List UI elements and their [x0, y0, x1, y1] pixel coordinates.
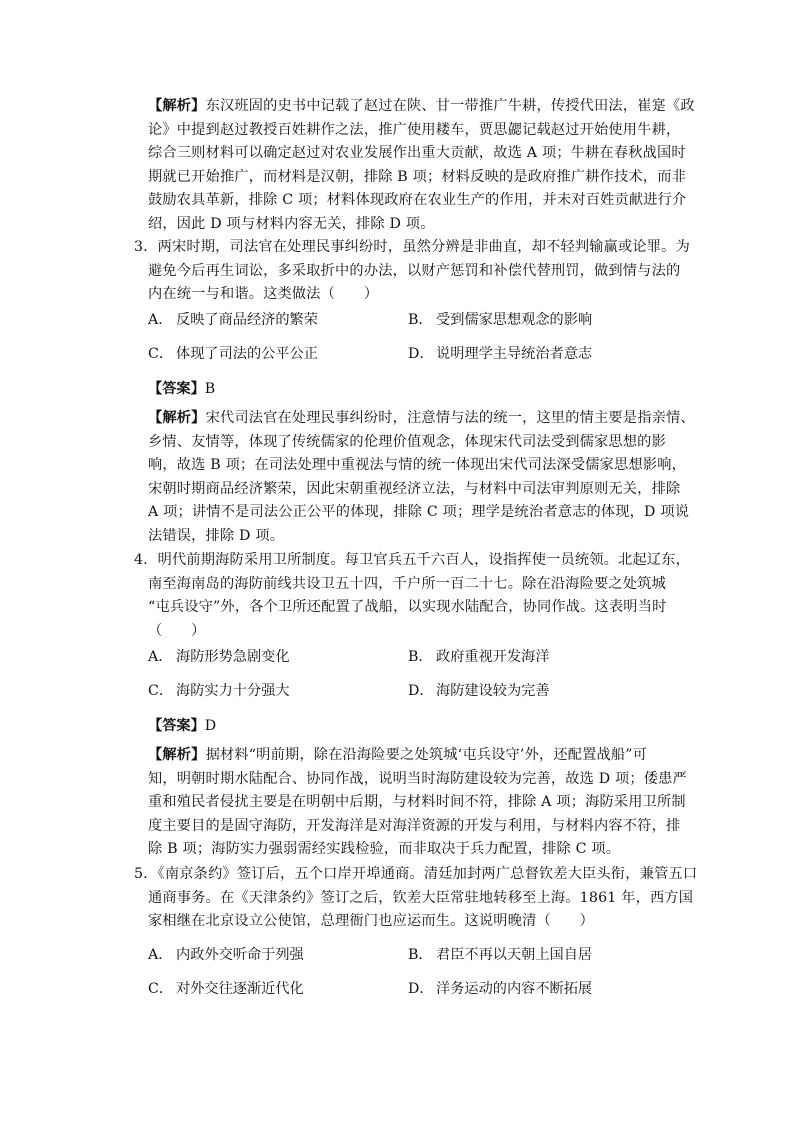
option-letter: A．: [148, 312, 173, 328]
option-text: 说明理学主导统治者意志: [436, 346, 593, 362]
analysis-line: 东汉班固的史书中记载了赵过在陕、甘一带推广牛耕，传授代田法，崔寔《政: [205, 98, 695, 114]
analysis-line: 鼓励农具革新，排除 C 项；材料体现政府在农业生产的作用，并未对百姓贡献进行介: [148, 192, 687, 208]
analysis-line: 响，故选 B 项；在司法处理中重视法与情的统一体现出宋代司法深受儒家思想影响，: [148, 457, 686, 473]
analysis-line: 度主要目的是固守海防，开发海洋是对海洋资源的开发与利用，与材料内容不符，排: [148, 817, 681, 834]
analysis-line: 乡情、友情等，体现了传统儒家的伦理价值观念，体现宋代司法受到儒家思想的影: [148, 433, 666, 450]
question-4-stem: [134, 549, 690, 643]
option-letter: D．: [408, 981, 434, 997]
q4-option-c[interactable]: [148, 681, 290, 701]
option-text: 洋务运动的内容不断拓展: [436, 981, 593, 997]
option-text: 君臣不再以天朝上国自居: [436, 947, 593, 963]
option-text: 政府重视开发海洋: [436, 649, 550, 665]
analysis-line: 重和殖民者侵扰主要是在明朝中后期，与材料时间不符，排除 A 项；海防采用卫所制: [148, 794, 686, 810]
analysis-line: 法错误，排除 D 项。: [148, 527, 285, 544]
answer-value: D: [204, 718, 217, 734]
option-text: 体现了司法的公平公正: [176, 346, 318, 362]
question-5-stem: [134, 863, 697, 934]
question-stem-line: 避免今后再生词讼，多采取折中的办法，以财产惩罚和补偿代替刑罚，做到情与法的: [148, 262, 681, 279]
option-text: 海防形势急剧变化: [176, 649, 290, 665]
question-stem-line: 内在统一与和谐。这类做法（ ）: [148, 286, 379, 302]
question-stem-line: 4．明代前期海防采用卫所制度。每卫官兵五千六百人，设指挥使一员统领。北起辽东，: [134, 552, 690, 568]
q5-option-b[interactable]: [408, 945, 592, 965]
analysis-line: 知，明朝时期水陆配合、协同作战，说明当时海防建设较为完善，故选 D 项；倭患严: [148, 770, 687, 787]
analysis-block-1: [148, 95, 695, 236]
question-stem-line: 家相继在北京设立公使馆，总理衙门也应运而生。这说明晚清（ ）: [148, 913, 595, 929]
q3-answer: [148, 379, 215, 399]
option-letter: B．: [408, 947, 433, 963]
option-text: 海防实力十分强大: [176, 683, 290, 699]
q5-option-d[interactable]: [408, 979, 592, 999]
analysis-line: 除 B 项；海防实力强弱需经实践检验，而非取决于兵力配置，排除 C 项。: [148, 841, 621, 857]
question-stem-line: 南至海南岛的海防前线共设卫五十四，千户所一百二十七。除在沿海险要之处筑城: [148, 575, 666, 592]
question-stem-line: 通商事务。在《天津条约》签订之后，钦差大臣常驻地转移至上海。1861 年，西方国: [148, 889, 694, 906]
q4-option-d[interactable]: [408, 681, 550, 701]
answer-label: 【答案】: [148, 718, 205, 734]
question-stem-line: 5．《南京条约》签订后，五个口岸开埠通商。清廷加封两广总督钦差大臣头衔，兼管五口: [134, 866, 698, 882]
option-letter: B．: [408, 649, 433, 665]
answer-value: B: [204, 381, 216, 397]
analysis-line: 宋朝时期商品经济繁荣，因此宋朝重视经济立法，与材料中司法审判原则无关，排除: [148, 480, 681, 497]
option-text: 反映了商品经济的繁荣: [176, 312, 318, 328]
option-letter: D．: [408, 683, 434, 699]
analysis-label: 【解析】: [148, 98, 206, 114]
q4-option-b[interactable]: [408, 647, 550, 667]
option-letter: C．: [148, 981, 174, 997]
analysis-block-q4: [148, 744, 687, 862]
analysis-line: 据材料“明前期，除在沿海险要之处筑城‘屯兵设守’外，还配置战船”可: [205, 747, 648, 763]
q3-option-b[interactable]: [408, 310, 592, 330]
analysis-block-q3: [148, 407, 695, 548]
option-letter: A．: [148, 947, 173, 963]
analysis-line: 综合三则材料可以确定赵过对农业发展作出重大贡献，故选 A 项；牛耕在春秋战国时: [148, 145, 686, 161]
analysis-line: 期就已开始推广，而材料是汉朝，排除 B 项；材料反映的是政府推广耕作技术，而非: [148, 168, 686, 185]
q3-option-a[interactable]: [148, 310, 318, 330]
q3-option-d[interactable]: [408, 344, 592, 364]
analysis-label: 【解析】: [148, 747, 206, 763]
question-stem-line: （ ）: [148, 622, 206, 639]
analysis-label: 【解析】: [148, 410, 206, 426]
question-stem-line: “屯兵设守”外，各个卫所还配置了战船，以实现水陆配合，协同作战。这表明当时: [148, 599, 667, 615]
option-letter: D．: [408, 346, 434, 362]
q4-answer: [148, 716, 216, 736]
analysis-line: A 项；讲情不是司法公正公平的体现，排除 C 项；理学是统治者意志的体现，D 项说: [148, 504, 690, 520]
question-3-stem: [134, 236, 690, 307]
q3-option-c[interactable]: [148, 344, 318, 364]
option-text: 内政外交听命于列强: [176, 947, 304, 963]
option-letter: A．: [148, 649, 173, 665]
analysis-line: 宋代司法官在处理民事纠纷时，注意情与法的统一，这里的情主要是指亲情、: [205, 410, 695, 426]
question-stem-line: 3．两宋时期，司法官在处理民事纠纷时，虽然分辨是非曲直，却不轻判输赢或论罪。为: [134, 239, 690, 255]
analysis-line: 绍，因此 D 项与材料内容无关，排除 D 项。: [148, 215, 435, 232]
option-text: 海防建设较为完善: [436, 683, 550, 699]
q4-option-a[interactable]: [148, 647, 290, 667]
analysis-line: 论》中提到赵过教授百姓耕作之法，推广使用耧车，贾思勰记载赵过开始使用牛耕，: [148, 121, 681, 138]
answer-label: 【答案】: [148, 381, 205, 397]
option-text: 受到儒家思想观念的影响: [436, 312, 593, 328]
option-text: 对外交往逐渐近代化: [176, 981, 304, 997]
option-letter: C．: [148, 346, 174, 362]
q5-option-c[interactable]: [148, 979, 304, 999]
q5-option-a[interactable]: [148, 945, 304, 965]
option-letter: C．: [148, 683, 174, 699]
option-letter: B．: [408, 312, 433, 328]
